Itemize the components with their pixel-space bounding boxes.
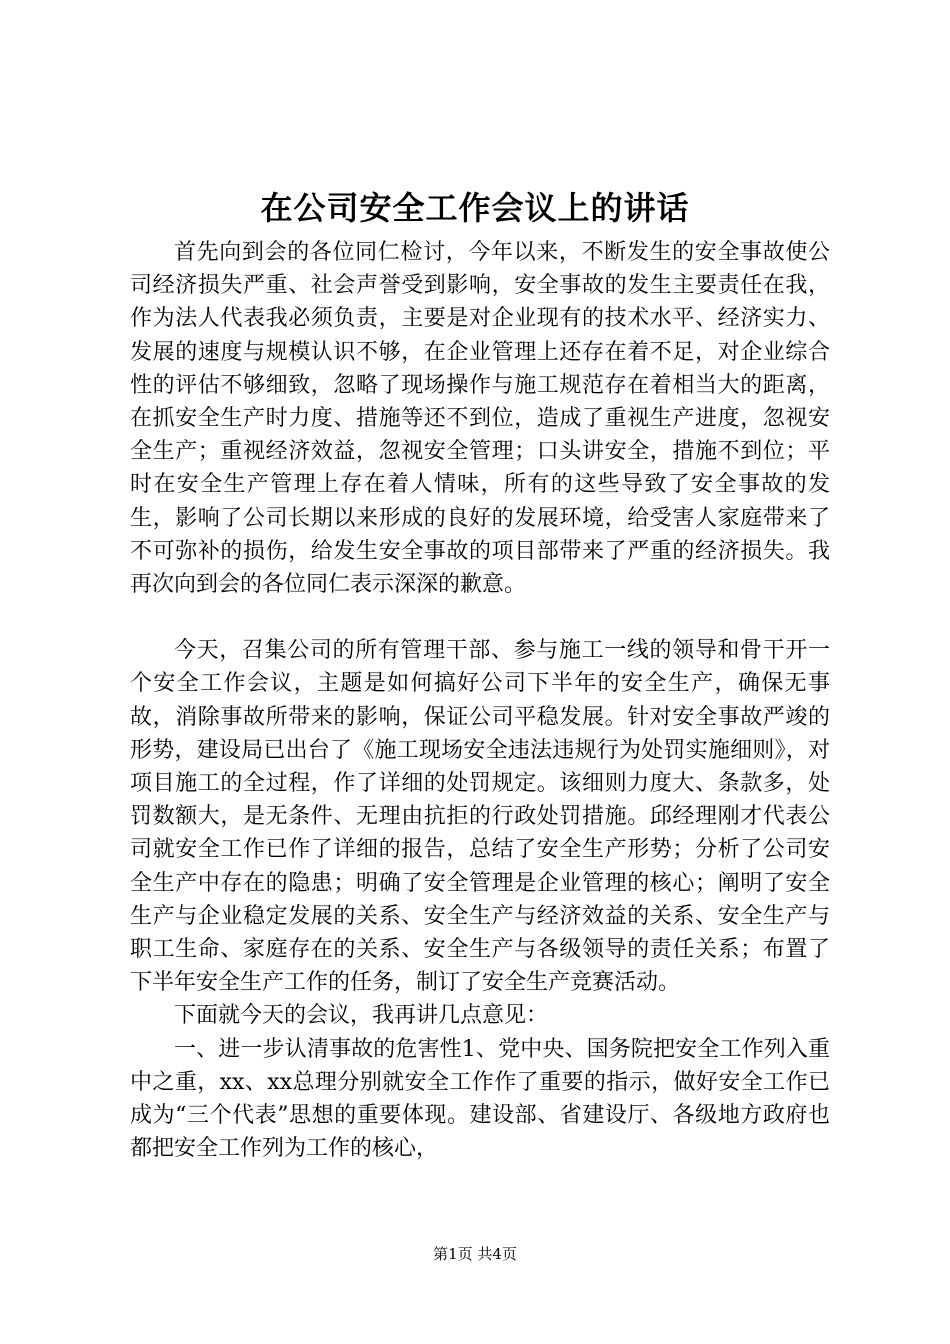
document-body (130, 236, 830, 1165)
page-number-footer: 第1页 共4页 (433, 1245, 517, 1263)
paragraph-meeting-purpose: 今天，召集公司的所有管理干部、参与施工一线的领导和骨干开一个安全工作会议，主题是如何搞好公司下半年的安全生产，确保无事故，消除事故所带来的影响，保证公司平稳发展。针对安全事故严竣的形势，建设局已出台了《施工现场安全违法违规行为处罚实施细则》，对项目施工的全过程，作了详细的处罚规定。该细则力度大、条款多，处罚数额大，是无条件、无理由抗拒的行政处罚措施。邱经理刚才代表公司就安全工作已作了详细的报告，总结了安全生产形势；分析了公司安全生产中存在的隐患；明确了安全管理是企业管理的核心；阐明了安全生产与企业稳定发展的关系、安全生产与经济效益的关系、安全生产与职工生命、家庭存在的关系、安全生产与各级领导的责任关系；布置了下半年安全生产工作的任务，制订了安全生产竞赛活动。 (130, 638, 830, 996)
paragraph-point-one: 一、进一步认清事故的危害性1、党中央、国务院把安全工作列入重中之重，xx、xx总理分别就安全工作作了重要的指示，做好安全工作已成为“三个代表”思想的重要体现。建设部、省建设厅、各级地方政府也都把安全工作列为工作的核心， (130, 1036, 830, 1162)
paragraph-apology: 首先向到会的各位同仁检讨，今年以来，不断发生的安全事故使公司经济损失严重、社会声誉受到影响，安全事故的发生主要责任在我，作为法人代表我必须负责，主要是对企业现有的技术水平、经济实力、发展的速度与规模认识不够，在企业管理上还存在着不足，对企业综合性的评估不够细致，忽略了现场操作与施工规范存在着相当大的距离，在抓安全生产时力度、措施等还不到位，造成了重视生产进度，忽视安全生产；重视经济效益，忽视安全管理；口头讲安全，措施不到位；平时在安全生产管理上存在着人情味，所有的这些导致了安全事故的发生，影响了公司长期以来形成的良好的发展环境，给受害人家庭带来了不可弥补的损伤，给发生安全事故的项目部带来了严重的经济损失。我再次向到会的各位同仁表示深深的歉意。 (130, 240, 830, 598)
document-title: 在公司安全工作会议上的讲话 (260, 189, 690, 227)
paragraph-opinions-intro: 下面就今天的会议，我再讲几点意见： (174, 1003, 549, 1029)
